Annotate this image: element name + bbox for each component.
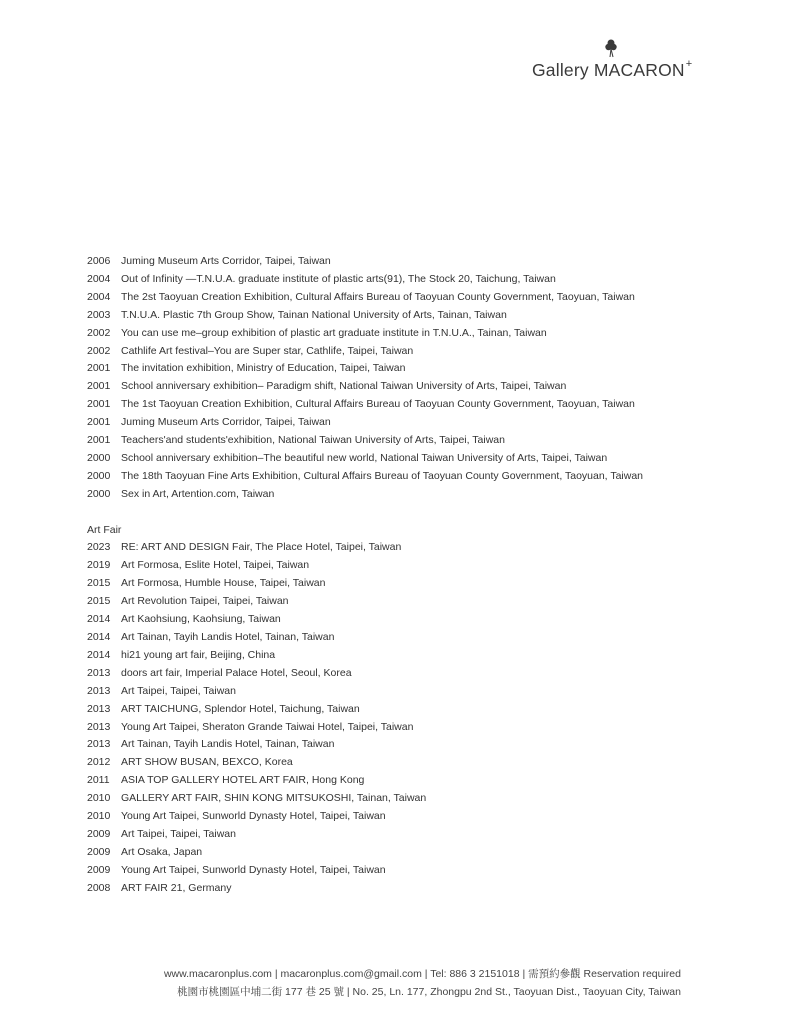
logo-text: Gallery MACARON+ [532, 58, 693, 80]
list-item [87, 772, 643, 790]
item-description: Teachers'and students'exhibition, National Taiwan University of Arts, Taipei, Taiwan [121, 434, 505, 447]
list-item [87, 629, 643, 647]
item-year: 2004 [87, 290, 111, 303]
item-year: 2004 [87, 272, 111, 285]
item-description: The 18th Taoyuan Fine Arts Exhibition, Cultural Affairs Bureau of Taoyuan County Government, Taoyuan, Taiwan [121, 469, 644, 482]
list-item [87, 754, 643, 772]
item-description: Art Revolution Taipei, Taipei, Taiwan [121, 595, 289, 608]
list-item [87, 253, 643, 271]
list-item [87, 844, 643, 862]
item-description: ART SHOW BUSAN, BEXCO, Korea [121, 756, 293, 769]
item-year: 2019 [87, 559, 111, 572]
item-year: 2001 [87, 380, 111, 393]
item-year: 2003 [87, 308, 111, 321]
item-description: Art Tainan, Tayih Landis Hotel, Tainan, Taiwan [121, 631, 335, 644]
item-year: 2013 [87, 684, 111, 697]
section-title-art-fair: Art Fair [87, 523, 122, 536]
item-description: hi21 young art fair, Beijing, China [121, 648, 276, 661]
item-year: 2013 [87, 738, 111, 751]
list-item [87, 665, 643, 683]
item-description: ASIA TOP GALLERY HOTEL ART FAIR, Hong Kong [121, 774, 365, 787]
list-item [87, 880, 643, 898]
cv-list [87, 253, 643, 898]
item-description: Art Taipei, Taipei, Taiwan [121, 684, 236, 697]
list-item [87, 557, 643, 575]
item-year: 2010 [87, 792, 111, 805]
item-description: Art Kaohsiung, Kaohsiung, Taiwan [121, 613, 281, 626]
item-description: ART FAIR 21, Germany [121, 881, 232, 894]
item-year: 2006 [87, 255, 111, 267]
item-year: 2008 [87, 881, 111, 894]
item-description: Juming Museum Arts Corridor, Taipei, Taiwan [121, 416, 331, 429]
item-year: 2014 [87, 648, 111, 661]
item-description: GALLERY ART FAIR, SHIN KONG MITSUKOSHI, Tainan, Taiwan [121, 792, 427, 805]
list-item [87, 289, 643, 307]
item-description: doors art fair, Imperial Palace Hotel, Seoul, Korea [121, 666, 352, 679]
item-year: 2011 [87, 774, 110, 787]
list-item [87, 736, 643, 754]
item-year: 2000 [87, 451, 111, 464]
item-year: 2013 [87, 702, 111, 715]
list-item [87, 486, 643, 504]
list-item [87, 808, 643, 826]
item-year: 2015 [87, 577, 111, 590]
item-description: Art Tainan, Tayih Landis Hotel, Tainan, Taiwan [121, 738, 335, 751]
item-description: Art Formosa, Humble House, Taipei, Taiwan [121, 577, 326, 590]
item-description: The 1st Taoyuan Creation Exhibition, Cultural Affairs Bureau of Taoyuan County Government, Taoyuan, Taiwan [121, 398, 635, 411]
item-description: The invitation exhibition, Ministry of Education, Taipei, Taiwan [121, 362, 406, 375]
item-description: T.N.U.A. Plastic 7th Group Show, Tainan National University of Arts, Tainan, Taiwan [121, 308, 507, 321]
list-item [87, 683, 643, 701]
item-description: Art Formosa, Eslite Hotel, Taipei, Taiwan [121, 559, 310, 572]
list-item [87, 719, 643, 737]
item-year: 2013 [87, 666, 111, 679]
footer-contact: www.macaronplus.com | macaronplus.com@gmail.com | Tel: 886 3 2151018 | 需預約參觀 Reservation required [163, 968, 681, 980]
list-item [87, 468, 643, 486]
list-item [87, 271, 643, 289]
item-description: Young Art Taipei, Sunworld Dynasty Hotel, Taipei, Taiwan [121, 810, 386, 823]
item-description: The 2st Taoyuan Creation Exhibition, Cultural Affairs Bureau of Taoyuan County Government, Taoyuan, Taiwan [121, 290, 635, 303]
list-item [87, 450, 643, 468]
item-year: 2023 [87, 541, 111, 554]
item-year: 2002 [87, 344, 111, 357]
list-item [87, 378, 643, 396]
item-description: Art Osaka, Japan [121, 845, 203, 858]
item-description: RE: ART AND DESIGN Fair, The Place Hotel, Taipei, Taiwan [121, 541, 402, 554]
item-description: Young Art Taipei, Sheraton Grande Taiwai Hotel, Taipei, Taiwan [121, 720, 414, 733]
item-description: Sex in Art, Artention.com, Taiwan [121, 487, 275, 500]
item-description: Art Taipei, Taipei, Taiwan [121, 827, 236, 840]
item-year: 2001 [87, 362, 111, 375]
item-year: 2000 [87, 487, 111, 500]
list-item [87, 790, 643, 808]
item-description: School anniversary exhibition–The beautiful new world, National Taiwan University of Arts, Taipei, Taiwan [121, 451, 608, 464]
item-year: 2014 [87, 631, 111, 644]
list-item [87, 343, 643, 361]
item-year: 2001 [87, 416, 111, 429]
item-year: 2001 [87, 398, 111, 411]
item-description: Cathlife Art festival–You are Super star, Cathlife, Taipei, Taiwan [121, 344, 414, 357]
macaron-tree-icon [604, 38, 618, 62]
item-year: 2013 [87, 720, 111, 733]
item-description: Out of Infinity —T.N.U.A. graduate institute of plastic arts(91), The Stock 20, Taichung, Taiwan [121, 272, 556, 285]
item-year: 2009 [87, 845, 111, 858]
list-item [87, 325, 643, 343]
list-item [87, 360, 643, 378]
item-year: 2009 [87, 827, 111, 840]
list-item [87, 647, 643, 665]
item-year: 2012 [87, 756, 111, 769]
list-item [87, 539, 643, 557]
list-item [87, 826, 643, 844]
item-year: 2002 [87, 326, 111, 339]
list-item [87, 414, 643, 432]
footer-address: 桃園市桃園區中埔二街 177 巷 25 號 | No. 25, Ln. 177, Zhongpu 2nd St., Taoyuan Dist., Taoyuan City, Taiwan [177, 986, 681, 998]
list-item [87, 432, 643, 450]
list-item [87, 396, 643, 414]
art-fair-list [87, 539, 643, 897]
item-description: Juming Museum Arts Corridor, Taipei, Taiwan [121, 255, 331, 267]
list-item [87, 862, 643, 880]
item-year: 2015 [87, 595, 111, 608]
item-year: 2010 [87, 810, 111, 823]
item-description: You can use me–group exhibition of plastic art graduate institute in T.N.U.A., Tainan, Taiwan [121, 326, 547, 339]
list-item [87, 307, 643, 325]
list-item [87, 611, 643, 629]
item-year: 2001 [87, 434, 111, 447]
item-description: Young Art Taipei, Sunworld Dynasty Hotel, Taipei, Taiwan [121, 863, 386, 876]
gallery-logo [532, 38, 702, 88]
item-year: 2000 [87, 469, 111, 482]
list-item [87, 575, 643, 593]
list-item [87, 701, 643, 719]
item-description: ART TAICHUNG, Splendor Hotel, Taichung, Taiwan [121, 702, 360, 715]
list-item [87, 593, 643, 611]
item-year: 2014 [87, 613, 111, 626]
item-year: 2009 [87, 863, 111, 876]
item-description: School anniversary exhibition– Paradigm shift, National Taiwan University of Arts, Taipei, Taiwan [121, 380, 567, 393]
exhibition-list [87, 253, 643, 504]
